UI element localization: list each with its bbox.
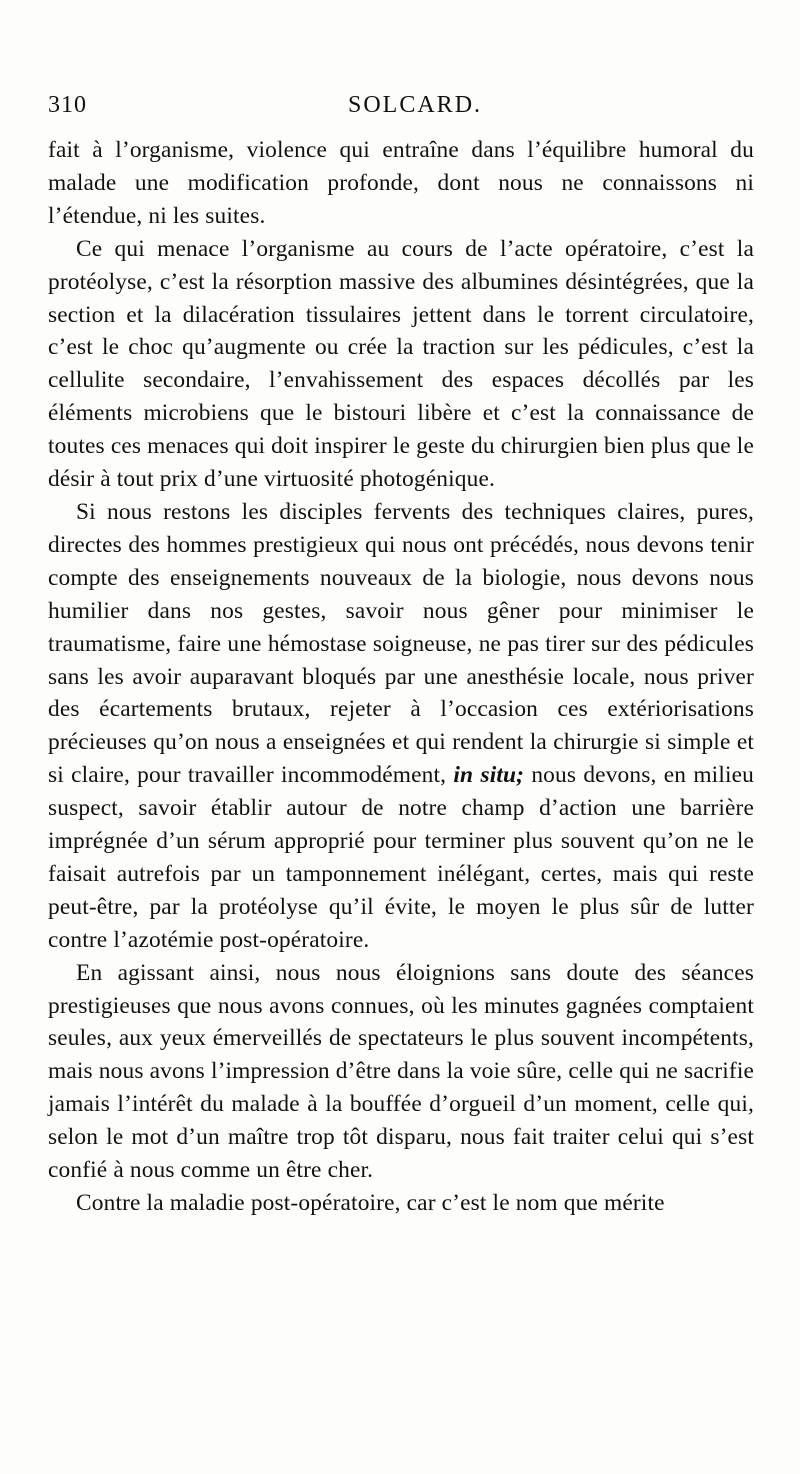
body-text: [48, 134, 754, 1220]
paragraph-continuation: fait à l’organisme, violence qui entraîne dans l’équilibre humoral du malade une modification profonde, dont nous ne connaissons ni l’étendue, ni les suites.: [48, 137, 754, 229]
paragraph-proteolysis: Ce qui menace l’organisme au cours de l’acte opératoire, c’est la protéolyse, c’est la résorption massive des albumines désintégrées, que la section et la dilacération tissulaires jettent dans le torrent circulatoire, c’est le choc qu’augmente ou crée la traction sur les pédicules, c’est la cellulite secondaire, l’envahissement des espaces décollés par les éléments microbiens que le bistouri libère et c’est la connaissance de toutes ces menaces qui doit inspirer le geste du chirurgien bien plus que le désir à tout prix d’une virtuosité photogénique.: [48, 235, 754, 493]
paragraph-text-after: nous devons, en milieu suspect, savoir établir autour de notre champ d’action une barrière imprégnée d’un sérum approprié pour terminer plus souvent qu’on ne le faisait autrefois par un tamponnement inélégant, certes, mais qui reste peut-être, par la protéolyse qu’il évite, le moyen le plus sûr de lutter contre l’azotémie post-opératoire.: [48, 762, 754, 953]
running-title: SOLCARD.: [348, 92, 483, 118]
paragraph-text-before: Si nous restons les disciples fervents des techniques claires, pures, directes des hommes prestigieux qui nous ont précédés, nous devons tenir compte des enseignements nouveaux de la biologie, nous devons nous humilier dans nos gestes, savoir nous gêner pour minimiser le traumatisme, faire une hémostase soigneuse, ne pas tirer sur des pédicules sans les avoir auparavant bloqués par une anesthésie locale, nous priver des écartements brutaux, rejeter à l’occasion ces extériorisations précieuses qu’on nous a enseignées et qui rendent la chirurgie si simple et si claire, pour travailler incommodément,: [48, 498, 754, 789]
running-head: [48, 92, 754, 124]
page-number: 310: [48, 92, 87, 118]
paragraph-disciples: [48, 496, 754, 957]
paragraph-acting-thus: En agissant ainsi, nous nous éloignions sans doute des séances prestigieuses que nous avons connues, où les minutes gagnées comptaient seules, aux yeux émerveillés de spectateurs le plus souvent incompétents, mais nous avons l’impression d’être dans la voie sûre, celle qui ne sacrifie jamais l’intérêt du malade à la bouffée d’orgueil d’un moment, celle qui, selon le mot d’un maître trop tôt disparu, nous fait traiter celui qui s’est confié à nous comme un être cher.: [48, 959, 754, 1184]
emphasis-in-situ: in situ;: [453, 762, 525, 789]
paragraph-against-disease: Contre la maladie post-opératoire, car c’est le nom que mérite: [76, 1190, 665, 1216]
